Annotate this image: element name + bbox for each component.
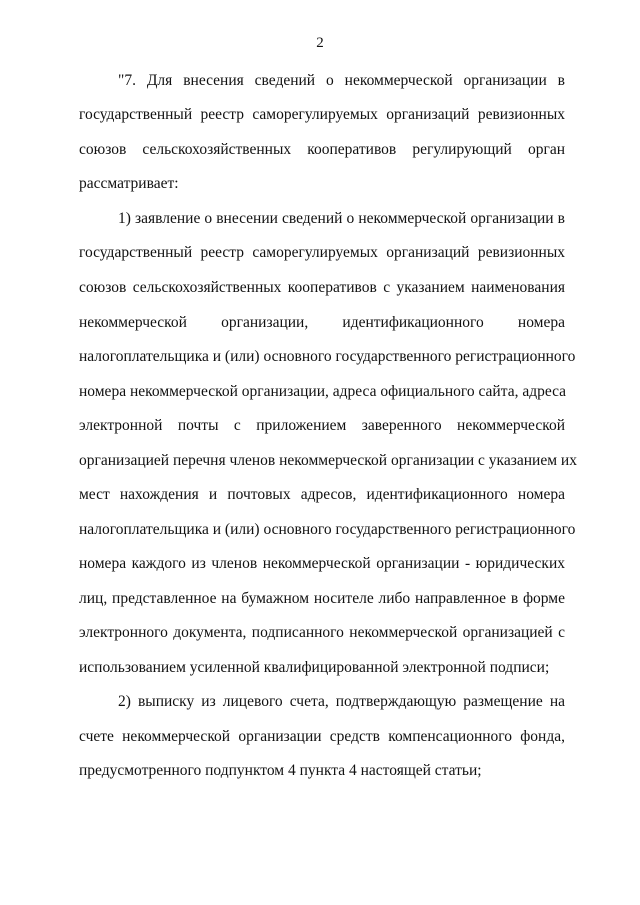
text-line: государственный реестр саморегулируемых организаций ревизионных: [79, 244, 565, 261]
text-line: лиц, представленное на бумажном носителе либо направленное в форме: [79, 590, 565, 607]
text-line: номера каждого из членов некоммерческой организации - юридических: [79, 555, 565, 572]
text-line: государственный реестр саморегулируемых организаций ревизионных: [79, 106, 565, 123]
text-line: 1) заявление о внесении сведений о некоммерческой организации в: [118, 210, 565, 227]
text-line: 2) выписку из лицевого счета, подтверждающую размещение на: [118, 693, 565, 710]
text-line: электронного документа, подписанного некоммерческой организацией с: [79, 624, 565, 641]
text-line: союзов сельскохозяйственных кооперативов с указанием наименования: [79, 279, 565, 296]
page-number: 2: [316, 35, 324, 51]
text-line: некоммерческой организации, идентификационного номера: [79, 314, 565, 331]
text-line: мест нахождения и почтовых адресов, идентификационного номера: [79, 486, 565, 503]
text-line: рассматривает:: [79, 175, 179, 192]
text-line: предусмотренного подпунктом 4 пункта 4 настоящей статьи;: [79, 762, 482, 779]
text-line: союзов сельскохозяйственных кооперативов регулирующий орган: [79, 141, 565, 158]
text-line: счете некоммерческой организации средств компенсационного фонда,: [79, 728, 565, 745]
text-line: налогоплательщика и (или) основного государственного регистрационного: [79, 348, 576, 365]
text-line: налогоплательщика и (или) основного государственного регистрационного: [79, 521, 576, 538]
text-line: номера некоммерческой организации, адреса официального сайта, адреса: [79, 383, 567, 400]
text-line: электронной почты с приложением заверенного некоммерческой: [79, 417, 565, 434]
text-line: "7. Для внесения сведений о некоммерческой организации в: [118, 72, 565, 89]
text-line: организацией перечня членов некоммерческой организации с указанием их: [79, 452, 577, 469]
text-line: использованием усиленной квалифицированной электронной подписи;: [79, 659, 550, 676]
